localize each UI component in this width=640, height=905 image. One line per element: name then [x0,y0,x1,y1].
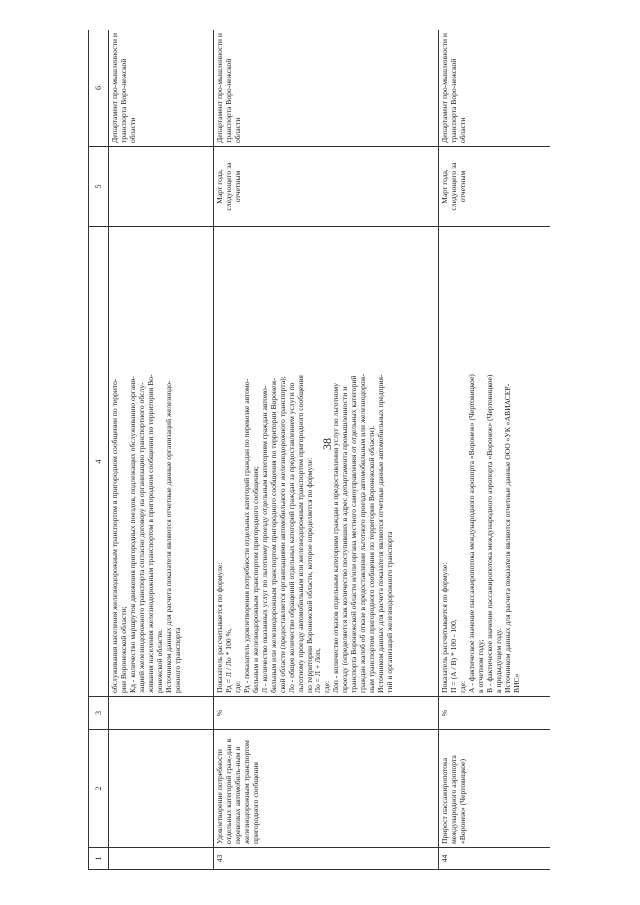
method-line: тий и организаций железнодорожного транспорта [385,531,395,693]
col-header-1: 1 [89,848,109,870]
method-line: в отчетном году; [475,639,485,693]
method-line: проезду (определяется как количество поступивших в адрес департамента промышленности и [340,386,350,693]
table-row [109,30,214,870]
row-number [109,848,214,870]
calculation-method [214,227,439,697]
method-line: Ло - общее количество обращений отдельных категорий граждан за предоставлением услуги по [286,382,296,693]
col-header-6: 6 [89,30,109,147]
unit-of-measure: % [214,697,439,730]
method-line: Источником данных для расчета показателя являются отчетные данные ООО «УК «АВИАСЕР- [502,383,512,693]
unit-of-measure [109,697,214,730]
unit-of-measure: % [439,697,551,730]
table-row [439,30,551,870]
method-line: живания населения железнодорожным транспортом в пригородном сообщении по территории Во- [145,374,155,693]
reporting-period [109,147,214,227]
row-number: 43 [214,848,439,870]
reporting-period: Март года, следующего за отчетным [214,147,439,227]
rotated-page-content [88,30,550,870]
method-line: Кд - количество маршрутов движения пригородных поездов, подлежащих обслуживанию органи- [127,376,137,693]
table-row [214,30,439,870]
method-line: ской области (предоставляется организациями автомобильного и железнодорожного транспорта); [277,376,287,693]
page-number: 38 [320,438,334,450]
method-line: обслуживания населения железнодорожным транспортом в пригородном сообщении по террито- [110,378,119,693]
col-header-3: 3 [89,697,109,730]
method-line: ронежской области. [154,629,164,693]
method-line: Рд = Л / Ло * 100 %, [223,628,233,693]
method-line: где: [322,680,332,693]
responsible-body: Департамент про-мышленности и транспорта Воро-нежской области [109,30,214,147]
method-line: В - фактическое значение пассажиропотока международного аэропорта «Воронеж» (Чертовицкое) [484,374,494,693]
method-line: в предыдущем году. [493,628,503,693]
rotated-table-area [88,30,550,870]
method-line: Рд - показатель удовлетворения потребности отдельных категорий граждан по перевозке автомо- [241,378,251,693]
method-line: ВИС» [511,673,521,693]
col-header-2: 2 [89,730,109,848]
indicator-name: Удовлетворение потребности отдельных категорий граж-дан в перевозках автомобиль-ным и железнодорожным транспортом пригородного сообщения [214,730,439,848]
responsible-body: Департамент про-мышленности и транспорта Воро-нежской области [214,30,439,147]
method-line: А - фактическое значение пассажиропотока международного аэропорта «Воронеж» (Чертовицкое) [466,374,476,693]
method-line: бильным или железнодорожным транспортом пригородного сообщения по территории Воронеж- [268,377,278,693]
row-number: 44 [439,848,551,870]
responsible-body: Департамент про-мышленности и транспорта Воро-нежской области [439,30,551,147]
col-header-4: 4 [89,227,109,697]
method-line: транспорта Воронежской области и/или органа местного самоуправления от отдельных категорий [349,375,359,693]
indicators-table [88,30,550,870]
method-line: Источником данных для расчета показателя являются отчетные данные автомобильных предприя- [376,374,386,693]
header-row [89,30,109,870]
method-line: Показатель рассчитывается по формуле: [440,562,449,693]
method-line: рии Воронежской области; [118,606,128,693]
reporting-period: Март года, следующего за отчетным [439,147,551,227]
method-line: Л - количество оказанных услуг по льготному проезду отдельным категориям граждан автомо- [259,385,269,693]
indicator-name: Прирост пассажиропотока международного аэропорта «Воронеж» (Чертовицкое) [439,730,551,848]
method-line: П = (А / В) * 100 - 100, [448,619,458,693]
method-line: ным транспортом пригородного сообщения по территории Воронежской области). [367,425,377,693]
calculation-method [109,227,214,697]
method-line: Лоп - количество отказов отдельным категориям граждан в предоставлении услуг по льготному [331,382,341,693]
col-header-5: 5 [89,147,109,227]
method-line: где: [232,680,242,693]
method-line: по территории Воронежской области, которое определяется по формуле: [304,457,314,693]
method-line: граждан жалоб об отказе в предоставлении льготного проезда автомобильным или железнодорож- [358,373,368,693]
calculation-method [439,227,551,697]
method-line: зацией железнодорожного транспорта согласно договору на организацию транспортного обслу- [136,382,146,693]
indicator-name [109,730,214,848]
method-line: где: [457,680,467,693]
method-line: Источником данных для расчета показателя являются отчетные данные организаций железнодо- [163,380,173,693]
method-line: бильным и железнодорожным транспортом пригородного сообщения; [250,466,260,693]
method-line: рожного транспорта [172,627,182,693]
method-line: льготному проезду автомобильным или железнодорожным транспортом пригородного сообщения [295,375,305,693]
method-line: Показатель рассчитывается по формуле: [215,562,224,693]
method-line: Ло = Л + Лоп, [313,648,323,693]
